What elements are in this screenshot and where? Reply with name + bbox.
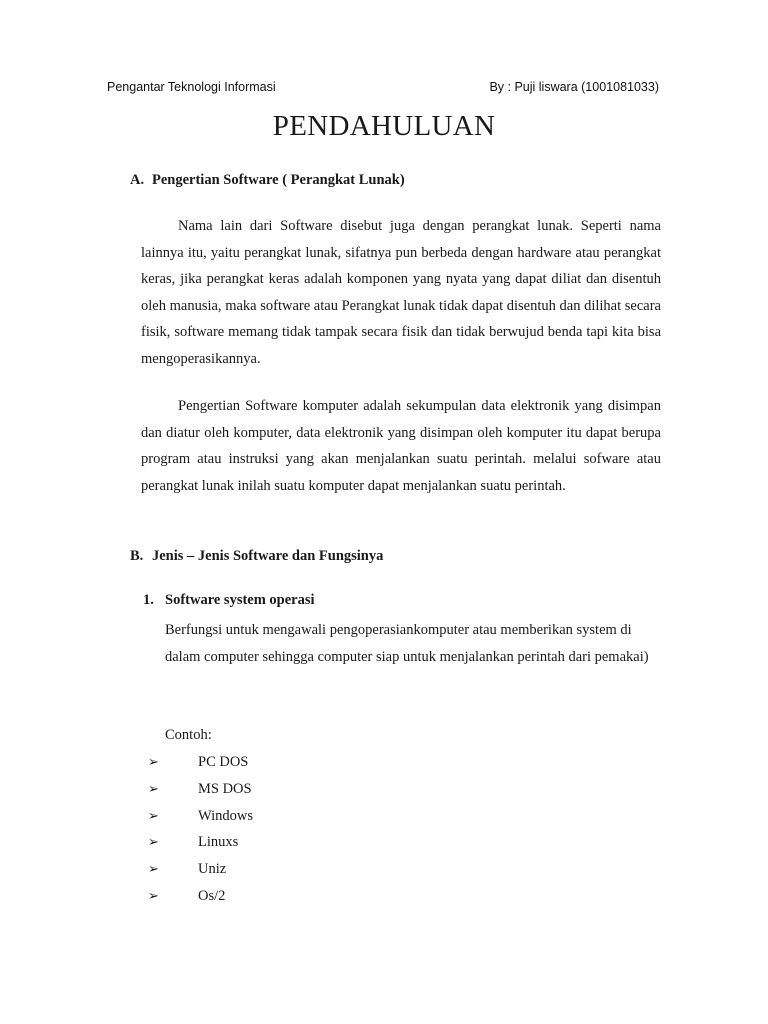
section-b-title: Jenis – Jenis Software dan Fungsinya: [152, 548, 384, 564]
list-item: [148, 829, 253, 856]
author-info: By : Puji liswara (1001081033): [489, 80, 659, 94]
course-name: Pengantar Teknologi Informasi: [107, 80, 276, 94]
list-item: [148, 803, 253, 830]
subsection-1-number: 1.: [143, 592, 154, 608]
list-item-text: Uniz: [198, 861, 227, 878]
subsection-1-title: Software system operasi: [165, 592, 315, 608]
subsection-1-description: Berfungsi untuk mengawali pengoperasiankomputer atau memberikan system di dalam computer sehingga computer siap untuk menjalankan perintah dari pemakai): [165, 622, 649, 665]
document-title: PENDAHULUAN: [272, 110, 496, 142]
example-label: Contoh:: [165, 727, 212, 743]
list-item-text: Windows: [198, 807, 253, 824]
arrow-bullet-icon: ➢: [148, 808, 159, 824]
subsection-1-heading: [143, 592, 315, 609]
arrow-bullet-icon: ➢: [148, 862, 159, 878]
list-item-text: Linuxs: [198, 834, 239, 851]
list-item: [148, 749, 253, 776]
list-item: [148, 776, 253, 803]
section-a-title: Pengertian Software ( Perangkat Lunak): [152, 172, 405, 188]
list-item-text: Os/2: [198, 887, 226, 904]
list-item-text: PC DOS: [198, 754, 249, 770]
example-list: [148, 749, 253, 910]
section-a-paragraph-2: Pengertian Software komputer adalah sekumpulan data elektronik yang disimpan dan diatur oleh komputer, data elektronik yang disimpan oleh komputer itu dapat berupa program atau instruksi yang akan menjalankan suatu perintah. melalui sofware atau perangkat lunak inilah suatu komputer dapat menjalankan suatu perintah.: [141, 398, 661, 494]
section-a-heading: [130, 172, 405, 189]
arrow-bullet-icon: ➢: [148, 755, 159, 770]
arrow-bullet-icon: ➢: [148, 888, 159, 904]
arrow-bullet-icon: ➢: [148, 835, 159, 851]
list-item: [148, 883, 253, 910]
list-item: [148, 856, 253, 883]
section-a-paragraph-1: Nama lain dari Software disebut juga dengan perangkat lunak. Seperti nama lainnya itu, yaitu perangkat lunak, sifatnya pun berbeda dengan hardware atau perangkat keras, jika perangkat keras adalah komponen yang nyata yang dapat diliat dan disentuh oleh manusia, maka software atau Perangkat lunak tidak dapat disentuh dan dilihat secara fisik, software memang tidak tampak secara fisik dan tidak berwujud benda tapi kita bisa mengoperasikannya.: [141, 218, 661, 367]
section-a-letter: A.: [130, 172, 145, 188]
list-item-text: MS DOS: [198, 780, 252, 797]
running-header: [107, 80, 659, 100]
arrow-bullet-icon: ➢: [148, 781, 159, 797]
section-b-heading: [130, 548, 383, 565]
section-b-letter: B.: [130, 548, 144, 564]
